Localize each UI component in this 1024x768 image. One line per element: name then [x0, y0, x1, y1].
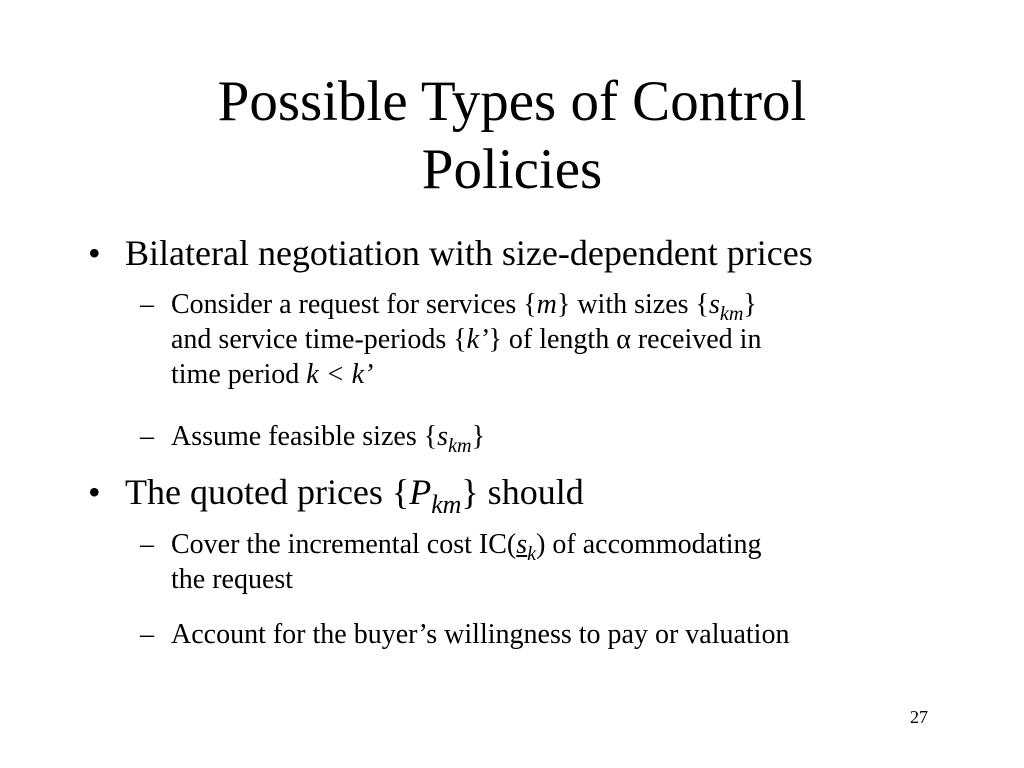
bullet-2-text [125, 472, 584, 520]
page-number: 27 [910, 707, 928, 727]
text-fragment: The quoted prices { [125, 472, 410, 512]
sub-bullet-2-1-line2: the request [171, 564, 294, 595]
slide-title-line2: Policies [421, 138, 603, 201]
math-subscript-km: km [448, 435, 472, 458]
sub-bullet-1-1-marker: – [140, 289, 154, 320]
sub-bullet-2-1-marker: – [140, 529, 154, 560]
sub-bullet-1-2-line1 [171, 419, 486, 458]
text-fragment: Consider a request for services { [171, 289, 537, 320]
text-fragment: } of length α received in [488, 324, 762, 355]
bullet-2-marker: • [88, 472, 101, 512]
math-P: P [409, 472, 432, 512]
math-s: s [437, 421, 449, 452]
math-subscript-km: km [719, 303, 744, 326]
sub-bullet-1-1-text [171, 287, 761, 392]
text-fragment: } [471, 421, 486, 452]
sub-bullet-2-2-marker: – [140, 619, 154, 650]
math-k-less-than-k-prime: k < k’ [306, 359, 374, 390]
text-fragment: Cover the incremental cost IC( [171, 529, 517, 560]
text-fragment: ) of accommodating [536, 529, 762, 560]
math-k-prime: k’ [466, 324, 489, 355]
math-m: m [536, 289, 557, 320]
text-fragment: } [743, 289, 757, 320]
sub-bullet-1-2-text [171, 419, 486, 458]
sub-bullet-1-2-marker: – [140, 421, 154, 452]
math-s-underlined: s [516, 529, 528, 560]
sub-bullet-2-1-text [171, 527, 762, 597]
sub-bullet-1-1-line1 [171, 287, 761, 326]
sub-bullet-2-2-text: Account for the buyer’s willingness to pay or valuation [171, 619, 790, 650]
text-fragment: } should [461, 472, 584, 512]
bullet-1-text: Bilateral negotiation with size-dependent prices [125, 233, 813, 273]
math-subscript-km: km [431, 490, 462, 520]
text-fragment: and service time-periods { [171, 324, 467, 355]
text-fragment: time period [171, 359, 307, 390]
sub-bullet-2-1-line1 [171, 527, 762, 566]
math-s: s [708, 289, 720, 320]
sub-bullet-1-1-line2 [171, 322, 761, 357]
text-fragment: Assume feasible sizes { [171, 421, 438, 452]
text-fragment: } with sizes { [556, 289, 709, 320]
sub-bullet-1-1-line3 [171, 357, 761, 392]
math-subscript-k: k [527, 543, 537, 566]
slide-title-line1: Possible Types of Control [217, 70, 807, 133]
bullet-1-marker: • [88, 233, 101, 273]
